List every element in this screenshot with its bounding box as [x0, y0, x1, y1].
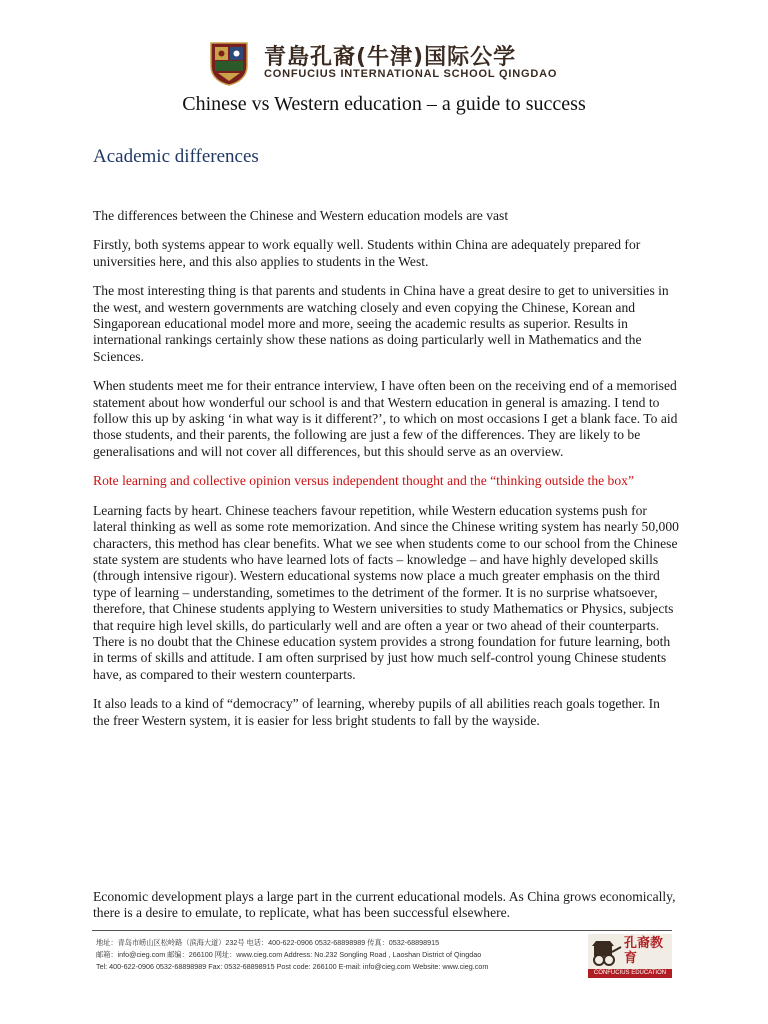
document-title: Chinese vs Western education – a guide to success: [182, 93, 586, 115]
paragraph: The most interesting thing is that parents and students in China have a great desire to get to universities in the west, and western governments are watching closely and even copying the Chinese, Korean and Singaporean educational model more and more, seeing the academic results as superior. Results in international rankings certainly show these nations as doing particularly well in Mathematics and the Sciences.: [93, 283, 669, 364]
footer-contact: Tel: 400-622-0906 0532-68898989 Fax: 0532-68898915 Post code: 266100 E-mail: info@cieg.com Website: www.cieg.com: [96, 962, 489, 971]
footer-address-en: 邮箱：info@cieg.com 邮编：266100 网址：www.cieg.com Address: No.232 Songling Road , Laoshan District of Qingdao: [96, 950, 482, 959]
paragraph: The differences between the Chinese and Western education models are vast: [93, 208, 509, 223]
subheading-red: Rote learning and collective opinion versus independent thought and the “thinking outside the box”: [93, 473, 634, 489]
logo-text-chinese: 孔裔教育: [624, 936, 664, 966]
school-name-chinese: 青島孔裔(牛津)国际公学: [264, 45, 517, 70]
paragraph: Learning facts by heart. Chinese teachers favour repetition, while Western education systems push for lateral thinking as well as some rote memorization. And since the Chinese writing system has nearly 50,000 characters, this method has clear benefits. What we see when students come to our school from the Chinese state system are students who have learned lots of facts – knowledge – and have highly developed skills (through intensive rigour). Western educational systems now place a much greater emphasis on the third type of learning – understanding, sometimes to the detriment of the former. It is no surprise whatsoever, therefore, that Chinese students applying to Western universities to study Mathematics or Physics, subjects that require high level skills, do particularly well and are often a year or two ahead of their counterparts. There is no doubt that the Chinese education system provides a strong foundation for future learning, both in terms of skills and attitude. I am often surprised by just how much self-control young Chinese students have, as compared to their western counterparts.: [93, 502, 679, 682]
logo-text-english: CONFUCIUS EDUCATION: [588, 969, 672, 978]
paragraph: Firstly, both systems appear to work equally well. Students within China are adequately prepared for universities here, and this also applies to students in the West.: [93, 237, 641, 269]
school-name-english: CONFUCIUS INTERNATIONAL SCHOOL QINGDAO: [264, 68, 558, 80]
footer-divider: [92, 930, 672, 931]
paragraph-last: Economic development plays a large part in the current educational models. As China grows economically, there is a desire to emulate, to replicate, what has been successful elsewhere.: [93, 889, 676, 921]
footer-address-cn: 地址：青岛市崂山区松岭路（滨海大道）232号 电话：400-622-0906 0532-68898989 传真：0532-68898915: [96, 938, 440, 947]
paragraph: It also leads to a kind of “democracy” of learning, whereby pupils of all abilities reach goals together. In the freer Western system, it is easier for less bright students to fall by the wayside.: [93, 696, 660, 728]
paragraph: When students meet me for their entrance interview, I have often been on the receiving end of a memorised statement about how wonderful our school is and that Western education in general is amazing. I tend to follow this up by asking ‘in what way is it different?’, to which on most occasions I get a blank face. To aid those students, and their parents, the following are just a few of the differences. They are likely to be generalisations and will not cover all differences, but this should serve as an overview.: [93, 378, 678, 459]
section-heading: Academic differences: [93, 146, 259, 167]
footer-contact-info: [96, 937, 586, 973]
confucius-education-logo: [588, 934, 672, 978]
school-crest-icon: [206, 40, 252, 86]
school-header: [206, 40, 566, 86]
document-body: [93, 208, 679, 742]
carriage-icon: [592, 938, 622, 966]
page-footer: [92, 930, 672, 980]
